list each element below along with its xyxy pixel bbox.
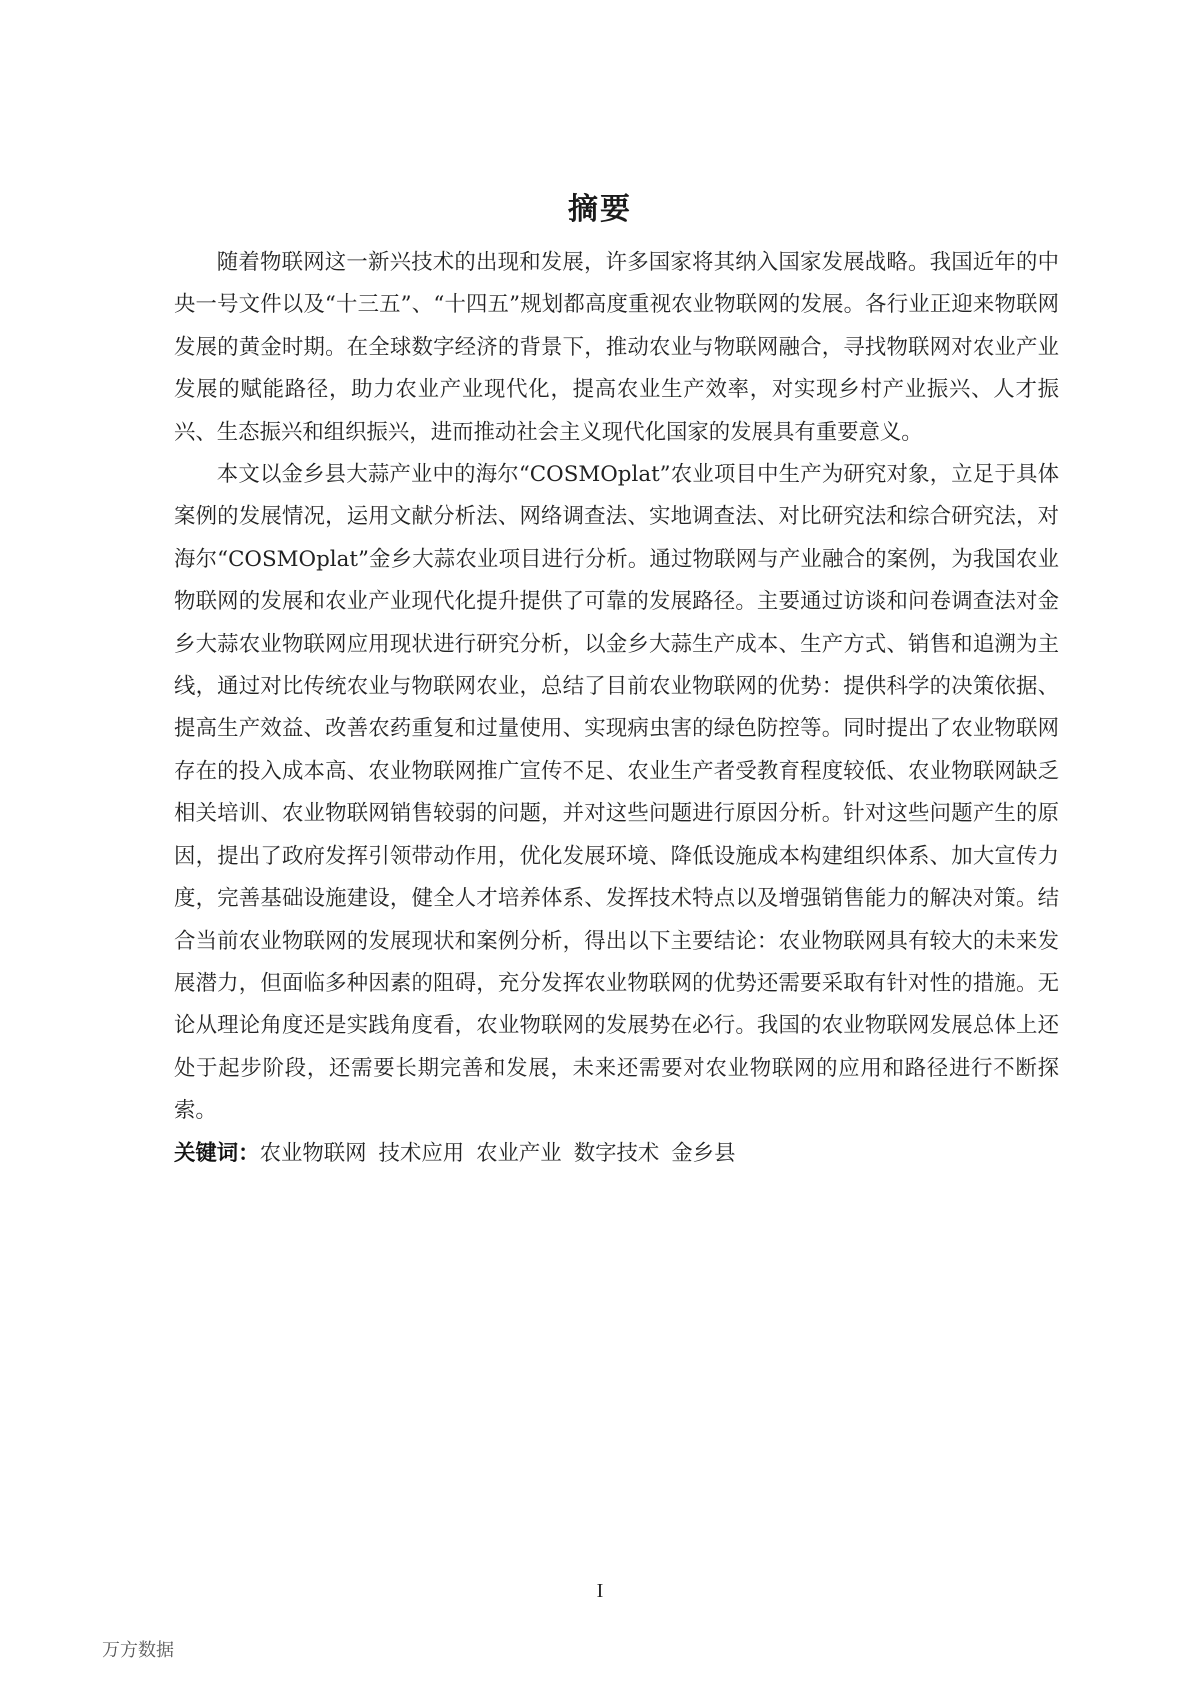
abstract-body: [174, 242, 1059, 1175]
keywords-line: [174, 1133, 1059, 1175]
abstract-paragraph-1: 随着物联网这一新兴技术的出现和发展，许多国家将其纳入国家发展战略。我国近年的中央一号文件以及“十三五”、“十四五”规划都高度重视农业物联网的发展。各行业正迎来物联网发展的黄金时期。在全球数字经济的背景下，推动农业与物联网融合，寻找物联网对农业产业发展的赋能路径，助力农业产业现代化，提高农业生产效率，对实现乡村产业振兴、人才振兴、生态振兴和组织振兴，进而推动社会主义现代化国家的发展具有重要意义。: [174, 250, 1059, 445]
source-watermark: 万方数据: [102, 1640, 174, 1661]
abstract-title: 摘要: [568, 192, 632, 227]
keyword-item: 数字技术: [573, 1140, 660, 1166]
keyword-item: 农业产业: [476, 1140, 562, 1166]
keyword-item: 金乡县: [671, 1140, 736, 1166]
keyword-item: 技术应用: [378, 1140, 465, 1166]
abstract-paragraph-2: 本文以金乡县大蒜产业中的海尔“COSMOplat”农业项目中生产为研究对象，立足于具体案例的发展情况，运用文献分析法、网络调查法、实地调查法、对比研究法和综合研究法，对海尔“COSMOplat”金乡大蒜农业项目进行分析。通过物联网与产业融合的案例，为我国农业物联网的发展和农业产业现代化提升提供了可靠的发展路径。主要通过访谈和问卷调查法对金乡大蒜农业物联网应用现状进行研究分析，以金乡大蒜生产成本、生产方式、销售和追溯为主线，通过对比传统农业与物联网农业，总结了目前农业物联网的优势：提供科学的决策依据、提高生产效益、改善农药重复和过量使用、实现病虫害的绿色防控等。同时提出了农业物联网存在的投入成本高、农业物联网推广宣传不足、农业生产者受教育程度较低、农业物联网缺乏相关培训、农业物联网销售较弱的问题，并对这些问题进行原因分析。针对这些问题产生的原因，提出了政府发挥引领带动作用，优化发展环境、降低设施成本构建组织体系、加大宣传力度，完善基础设施建设，健全人才培养体系、发挥技术特点以及增强销售能力的解决对策。结合当前农业物联网的发展现状和案例分析，得出以下主要结论：农业物联网具有较大的未来发展潜力，但面临多种因素的阻碍，充分发挥农业物联网的优势还需要采取有针对性的措施。无论从理论角度还是实践角度看，农业物联网的发展势在必行。我国的农业物联网发展总体上还处于起步阶段，还需要长期完善和发展，未来还需要对农业物联网的应用和路径进行不断探索。: [174, 462, 1059, 1124]
keywords-label: 关键词：: [174, 1140, 260, 1166]
page-number: I: [596, 1580, 604, 1602]
keyword-item: 农业物联网: [259, 1140, 367, 1166]
